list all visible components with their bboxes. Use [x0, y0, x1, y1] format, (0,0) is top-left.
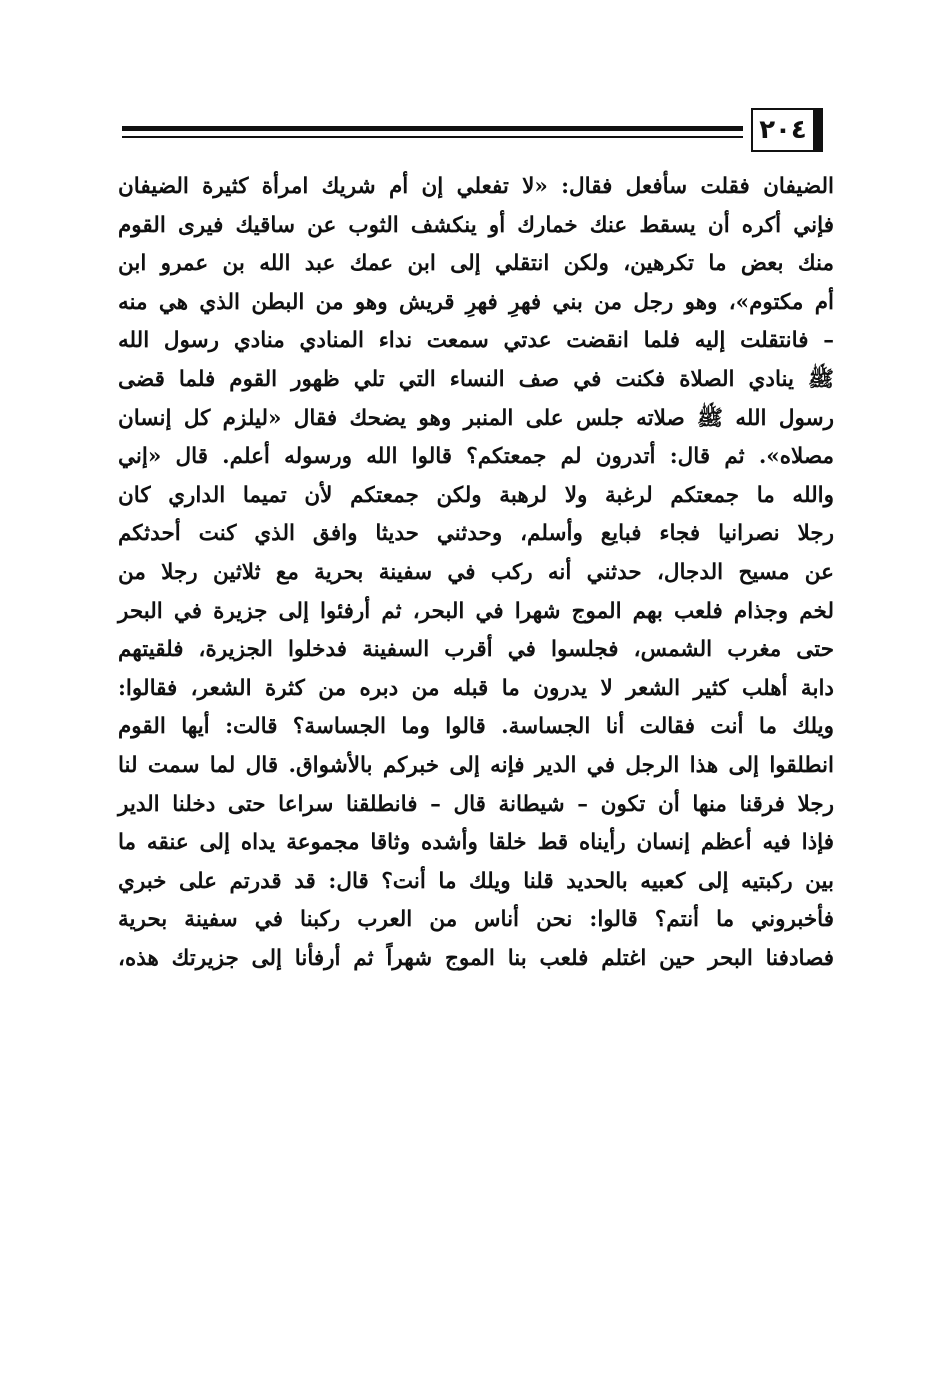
text-line-15: ويلك ما أنت فقالت أنا الجساسة. قالوا وما الجساسة؟ قالت: أيها القوم	[118, 714, 834, 740]
page-header	[122, 108, 838, 156]
text-line-16: انطلقوا إلى هذا الرجل في الدير فإنه إلى خبركم بالأشواق. قال لما سمت لنا	[118, 752, 834, 778]
text-line-20: فأخبروني ما أنتم؟ قالوا: نحن أناس من العرب ركبنا في سفينة بحرية	[118, 907, 834, 933]
page-number: ٢٠٤	[751, 108, 823, 152]
text-line-17: رجلا فرقنا منها أن تكون – شيطانة قال – فانطلقنا سراعا حتى دخلنا الدير	[118, 791, 834, 817]
body-text	[118, 168, 834, 978]
text-line-19: بين ركبتيه إلى كعبيه بالحديد قلنا ويلك ما أنت؟ قال: قد قدرتم على خبري	[118, 868, 834, 894]
text-line-9: والله ما جمعتكم لرغبة ولا لرهبة ولكن جمعتكم لأن تميما الداري كان	[118, 482, 834, 508]
text-line-8: مصلاه». ثم قال: أتدرون لم جمعتكم؟ قالوا الله ورسوله أعلم. قال «إني	[118, 444, 834, 470]
text-line-2: فإني أكره أن يسقط عنك خمارك أو ينكشف الثوب عن ساقيك فيرى القوم	[118, 212, 834, 238]
text-line-14: دابة أهلب كثير الشعر لا يدرون ما قبله من دبره من كثرة الشعر، فقالوا:	[118, 675, 834, 701]
text-line-4: أم مكتوم»، وهو رجل من بني فهرِ فهرِ قريش وهو من البطن الذي هي منه	[118, 289, 834, 315]
text-line-12: لخم وجذام فلعب بهم الموج شهرا في البحر، ثم أرفئوا إلى جزيرة في البحر	[118, 598, 834, 624]
text-line-18: فإذا فيه أعظم إنسان رأيناه قط خلقا وأشده وثاقا مجموعة يداه إلى عنقه ما	[118, 830, 834, 856]
text-line-1: الضيفان فقلت سأفعل فقال: «لا تفعلي إن أم شريك امرأة كثيرة الضيفان	[118, 174, 834, 199]
header-rule-thin	[122, 136, 743, 138]
text-line-5: – فانتقلت إليه فلما انقضت عدتي سمعت نداء المنادي منادي رسول الله	[118, 328, 834, 354]
text-line-10: رجلا نصرانيا فجاء فبايع وأسلم، وحدثني حديثا وافق الذي كنت أحدثكم	[118, 521, 834, 547]
text-line-11: عن مسيح الدجال، حدثني أنه ركب في سفينة بحرية مع ثلاثين رجلا من	[118, 559, 834, 585]
text-line-7: رسول الله ﷺ صلاته جلس على المنبر وهو يضحك فقال «ليلزم كل إنسان	[118, 405, 834, 431]
text-line-6: ﷺ ينادي الصلاة فكنت في صف النساء التي تلي ظهور القوم فلما قضى	[118, 366, 834, 392]
text-line-3: منك بعض ما تكرهين، ولكن انتقلي إلى ابن عمك عبد الله بن عمرو ابن	[118, 251, 834, 277]
text-line-13: حتى مغرب الشمس، فجلسوا في أقرب السفينة فدخلوا الجزيرة، فلقيتهم	[118, 637, 834, 663]
text-line-21: فصادفنا البحر حين اغتلم فلعب بنا الموج شهراً ثم أرفأنا إلى جزيرتك هذه،	[118, 945, 834, 971]
header-rule-thick	[122, 126, 743, 131]
